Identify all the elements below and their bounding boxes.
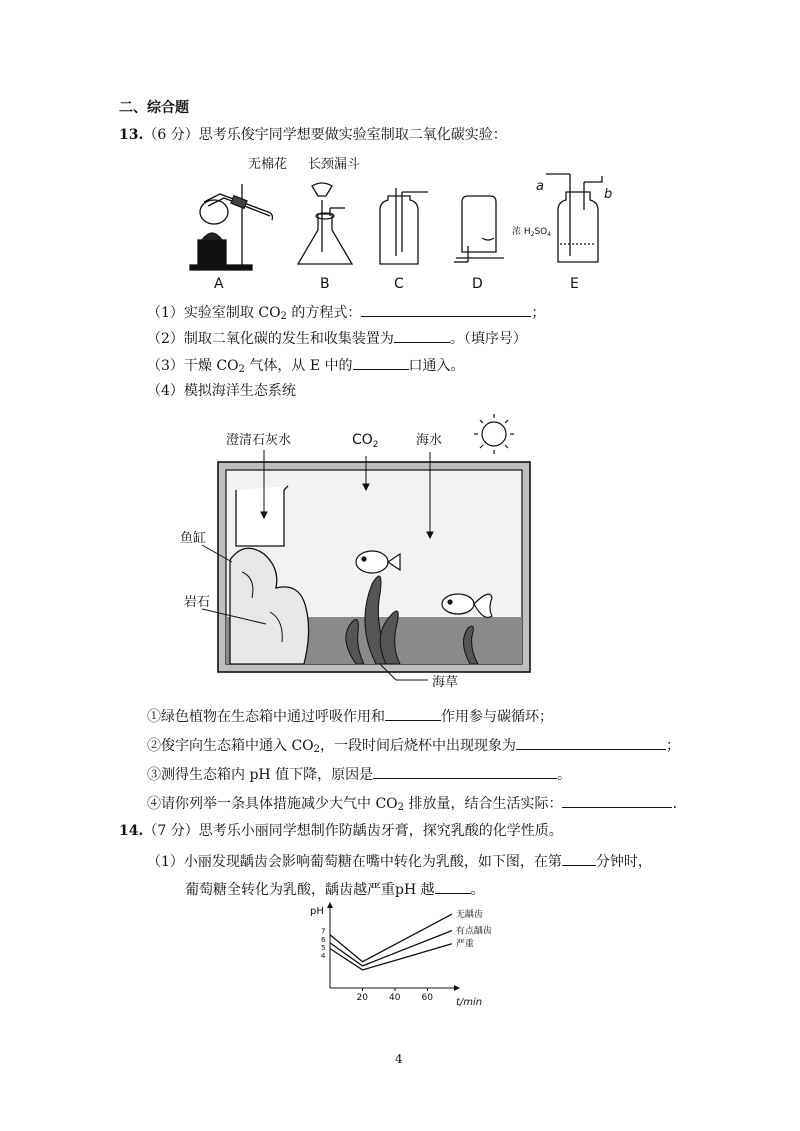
q13-c4: ④请你列举一条具体措施减少大气中 $CO_2$ 排放量，结合生活实际： .: [147, 793, 677, 813]
q14-sub1-blank1[interactable]: [562, 851, 596, 866]
page-number: 4: [395, 1052, 403, 1066]
ecosystem-diagram: [180, 412, 560, 697]
letter-d: D: [472, 276, 483, 292]
q13-sub3-blank[interactable]: [353, 355, 409, 370]
series-line-3: [330, 944, 452, 970]
q14-stem: [119, 822, 563, 840]
q13-c2-blank[interactable]: [516, 735, 666, 750]
x-axis-arrow: [454, 985, 460, 991]
series-label-3: 严重: [455, 939, 474, 950]
letter-a: A: [214, 276, 224, 292]
label-tank: 鱼缸: [180, 531, 207, 546]
q13-sub1: （1）实验室制取 $CO_2$ 的方程式： ；: [147, 302, 545, 322]
label-a: a: [536, 179, 544, 194]
q13-c3-blank[interactable]: [373, 764, 557, 779]
q14-sub1-line2: 葡萄糖全转化为乳酸，龋齿越严重pH 越 。: [185, 879, 485, 899]
label-seawater: 海水: [416, 433, 443, 448]
y-tick-7: 7: [321, 927, 326, 936]
q13-sub1-blank[interactable]: [361, 302, 531, 317]
q14-score: （7 分）: [143, 823, 199, 839]
label-funnel: 长颈漏斗: [308, 157, 361, 172]
label-rock: 岩石: [184, 595, 211, 610]
ph-chart: [306, 900, 536, 1012]
q13-c1: ①绿色植物在生态箱中通过呼吸作用和 作用参与碳循环；: [147, 706, 553, 726]
apparatus-b-flask: [298, 214, 352, 264]
q13-c3: ③测得生态箱内 pH 值下降，原因是 。: [147, 764, 571, 784]
apparatus-a-base: [190, 265, 252, 270]
x-tick-40: 40: [389, 993, 401, 1003]
y-tick-5: 5: [321, 944, 326, 952]
q13-c2: ②俊宇向生态箱中通入 $CO_2$，一段时间后烧杯中出现现象为 ；: [147, 735, 680, 755]
q14-sub1-blank2[interactable]: [435, 879, 471, 894]
apparatus-e-bottle: [558, 192, 598, 262]
apparatus-figure: [180, 152, 620, 297]
q13-score: （6 分）: [143, 127, 199, 143]
y-axis-arrow: [327, 902, 333, 908]
q13-sub2-blank[interactable]: [394, 328, 450, 343]
label-seaweed: 海草: [432, 675, 459, 690]
label-acid: 浓 $H_2SO_4$: [512, 227, 552, 238]
label-co2: $CO_2$: [352, 432, 379, 450]
x-axis-label: t/min: [456, 997, 483, 1008]
y-tick-4: 4: [321, 952, 326, 961]
q13-stem-text: 思考乐俊宇同学想要做实验室制取二氧化碳实验：: [198, 127, 507, 143]
letter-b: B: [320, 276, 330, 292]
label-cotton: 无棉花: [248, 157, 288, 172]
section-title: 二、综合题: [119, 100, 189, 116]
q14-number: 14.: [119, 823, 144, 839]
x-tick-60: 60: [421, 993, 433, 1003]
q13-c1-blank[interactable]: [385, 706, 441, 721]
q14-sub1-line1: （1）小丽发现龋齿会影响葡萄糖在嘴中转化为乳酸，如下图，在第 分钟时，: [147, 851, 652, 871]
sun-icon: [474, 414, 514, 454]
letter-c: C: [394, 276, 404, 292]
y-tick-6: 6: [321, 935, 326, 944]
letter-e: E: [570, 276, 579, 292]
q13-sub3: （3）干燥 $CO_2$ 气体，从 E 中的 口通入。: [147, 355, 465, 375]
apparatus-a-lamp: [198, 240, 226, 265]
q14-stem-text: 思考乐小丽同学想制作防龋齿牙膏，探究乳酸的化学性质。: [198, 823, 563, 839]
label-b: b: [604, 187, 613, 202]
q13-c4-blank[interactable]: [562, 793, 672, 808]
series-label-1: 无龋齿: [455, 910, 483, 921]
q13-stem: [119, 126, 507, 144]
q13-number: 13.: [119, 127, 144, 143]
q13-sub2: （2）制取二氧化碳的发生和收集装置为 。（填序号）: [147, 328, 527, 348]
y-axis-label: pH: [310, 906, 324, 917]
apparatus-c-bottle: [380, 196, 418, 264]
beaker: [236, 486, 288, 546]
series-label-2: 有点龋齿: [455, 926, 492, 937]
apparatus-d-bottle: [462, 196, 496, 252]
q13-sub4: （4）模拟海洋生态系统: [147, 383, 296, 399]
label-limewater: 澄清石灰水: [226, 433, 292, 448]
x-tick-20: 20: [356, 993, 368, 1003]
